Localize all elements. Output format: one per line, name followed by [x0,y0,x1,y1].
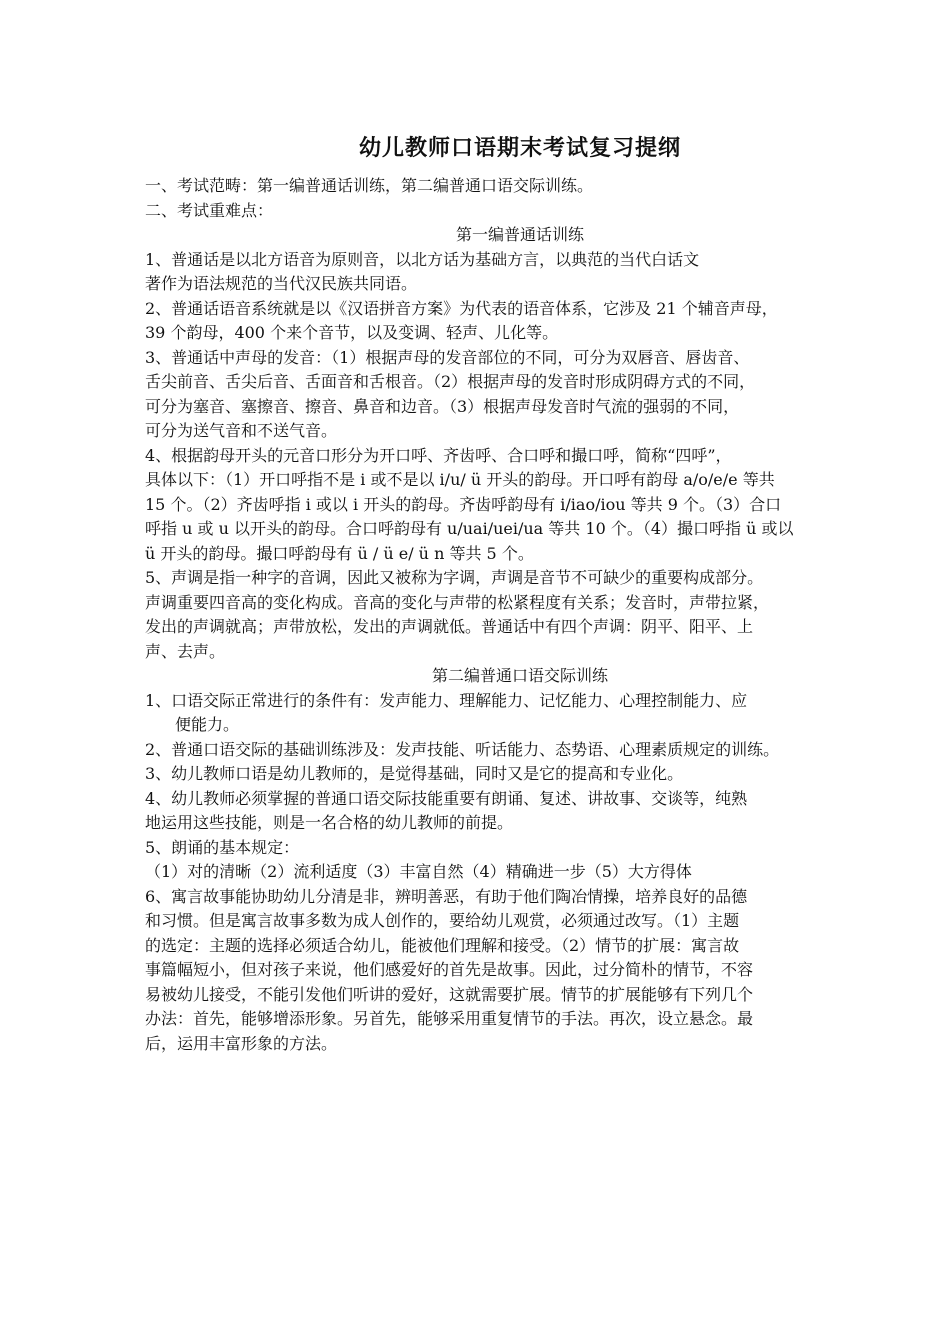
text-line: 2、普通话语音系统就是以《汉语拼音方案》为代表的语音体系，它涉及 21 个辅音声母， [145,298,778,318]
text-line: 发出的声调就高；声带放松，发出的声调就低。普通话中有四个声调：阴平、阳平、上 [145,617,754,636]
section-heading: 第一编普通话训练 [455,225,584,244]
text-line: 和习惯。但是寓言故事多数为成人创作的，要给幼儿观赏，必须通过改写。（1）主题 [145,911,740,930]
text-line: 便能力。 [175,715,240,734]
text-line: 4、根据韵母开头的元音口形分为开口呼、齐齿呼、合口呼和撮口呼，简称“四呼”， [145,445,732,465]
text-line: 5、声调是指一种字的音调，因此又被称为字调，声调是音节不可缺少的重要构成部分。 [145,568,764,587]
text-line: 6、寓言故事能协助幼儿分清是非，辨明善恶，有助于他们陶冶情操，培养良好的品德 [145,886,748,906]
text-line: 4、幼儿教师必须掌握的普通口语交际技能重要有朗诵、复述、讲故事、交谈等，纯熟 [145,788,748,808]
text-line: 一、考试范畴：第一编普通话训练，第二编普通口语交际训练。 [145,176,594,195]
text-line: 可分为送气音和不送气音。 [145,421,338,440]
text-line: 易被幼儿接受，不能引发他们听讲的爱好，这就需要扩展。情节的扩展能够有下列几个 [145,984,754,1004]
section-heading: 第二编普通口语交际训练 [431,666,608,685]
text-line: 1、普通话是以北方语音为原则音，以北方话为基础方言，以典范的当代白话文 [145,249,700,269]
text-line: 2、普通口语交际的基础训练涉及：发声技能、听话能力、态势语、心理素质规定的训练。 [145,739,780,759]
text-line: 具体以下：（1）开口呼指不是 i 或不是以 i/u/ ü 开头的韵母。开口呼有韵母 a/o/e/e 等共 [145,470,775,489]
document-page [145,132,895,1056]
document-title: 幼儿教师口语期末考试复习提纲 [358,135,681,161]
document-body [145,174,895,1056]
text-line: ü 开头的韵母。撮口呼韵母有 ü / ü e/ ü n 等共 5 个。 [145,543,534,563]
text-line: 二、考试重难点： [145,200,274,220]
text-line: 1、口语交际正常进行的条件有：发声能力、理解能力、记忆能力、心理控制能力、应 [145,690,748,710]
text-line: 的选定：主题的选择必须适合幼儿，能被他们理解和接受。（2）情节的扩展：寓言故 [145,935,740,955]
text-line: 办法：首先，能够增添形象。另首先，能够采用重复情节的手法。再次，设立悬念。最 [145,1009,754,1028]
text-line: 3、普通话中声母的发音：（1）根据声母的发音部位的不同，可分为双唇音、唇齿音、 [145,347,750,367]
text-line: 呼指 u 或 u 以开头的韵母。合口呼韵母有 u/uai/uei/ua 等共 10 个。（4）撮口呼指 ü 或以 [145,519,794,538]
text-line: （1）对的清晰（2）流利适度（3）丰富自然（4）精确进一步（5）大方得体 [145,862,692,881]
text-line: 39 个韵母，400 个来个音节，以及变调、轻声、儿化等。 [145,323,559,342]
text-line: 地运用这些技能，则是一名合格的幼儿教师的前提。 [145,813,514,832]
text-line: 事篇幅短小，但对孩子来说，他们感爱好的首先是故事。因此，过分简朴的情节，不容 [145,960,754,979]
text-line: 可分为塞音、塞擦音、擦音、鼻音和边音。（3）根据声母发音时气流的强弱的不同， [145,396,740,416]
text-line: 5、朗诵的基本规定： [145,837,300,857]
text-line: 著作为语法规范的当代汉民族共同语。 [145,274,418,293]
text-line: 舌尖前音、舌尖后音、舌面音和舌根音。（2）根据声母的发音时形成阴碍方式的不同， [145,372,756,391]
text-line: 3、幼儿教师口语是幼儿教师的，是觉得基础，同时又是它的提高和专业化。 [145,764,684,783]
text-line: 后，运用丰富形象的方法。 [145,1033,338,1053]
text-line: 声调重要四音高的变化构成。音高的变化与声带的松紧程度有关系；发音时，声带拉紧， [145,592,770,612]
text-line: 15 个。（2）齐齿呼指 i 或以 i 开头的韵母。齐齿呼韵母有 i/iao/iou 等共 9 个。（3）合口 [145,494,782,514]
text-line: 声、去声。 [145,641,226,661]
